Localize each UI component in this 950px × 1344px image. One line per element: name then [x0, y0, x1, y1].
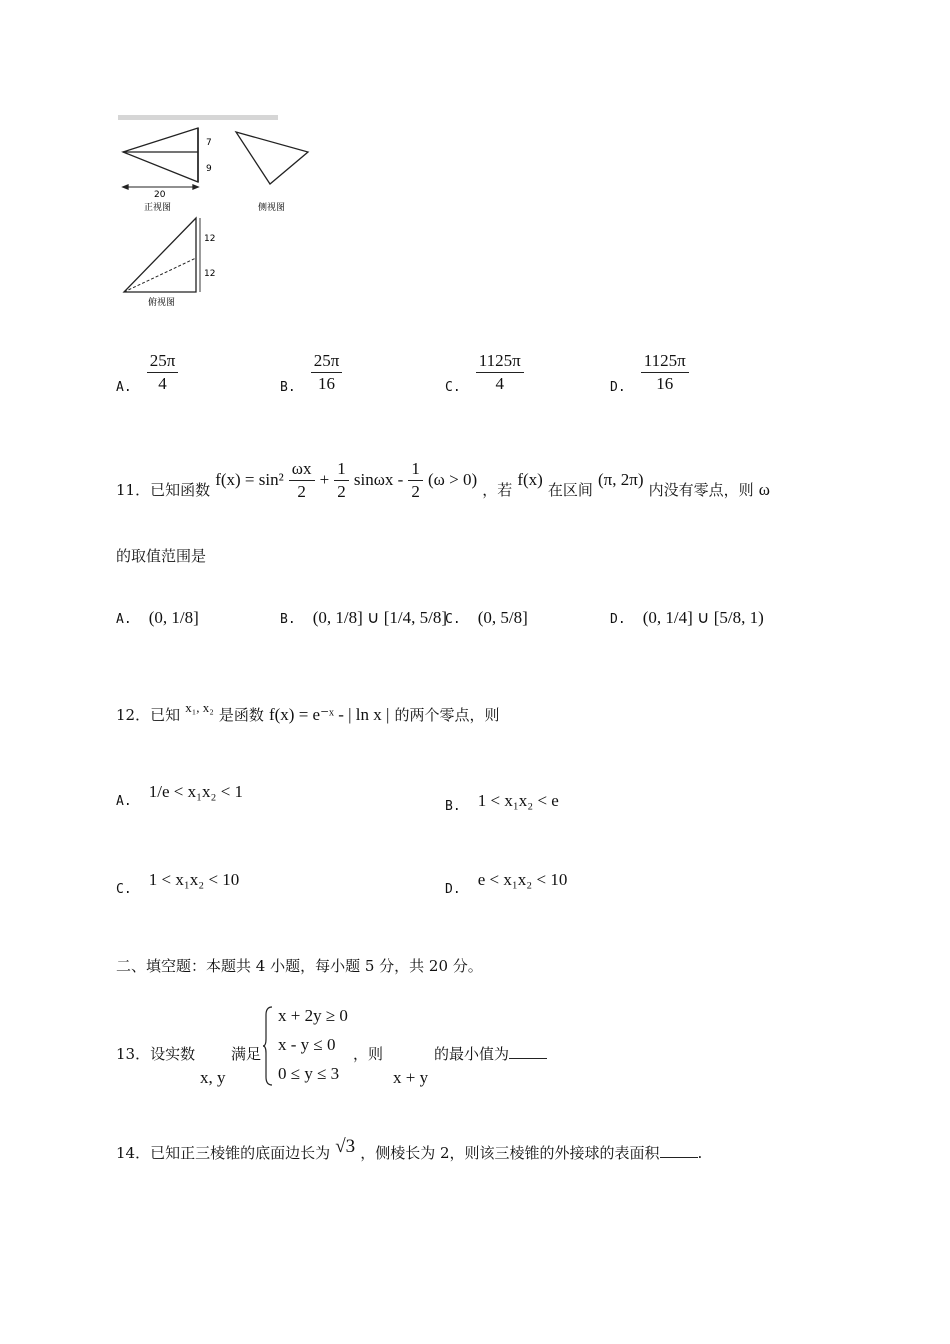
q13-text3: ，则 — [353, 1045, 384, 1063]
q11-line2: 的取值范围是 — [116, 547, 207, 565]
q11-option-b: B. (0, 1/8] ∪ [1/4, 5/8] — [280, 608, 448, 627]
q13-expr: x + y — [393, 1068, 429, 1087]
q13-number: 13．设实数 — [116, 1045, 196, 1063]
q11-interval: (π, 2π) — [598, 470, 644, 489]
q14-answer-blank[interactable] — [660, 1145, 698, 1158]
q10-c-num: 1125π — [476, 350, 524, 373]
q11-stem: 11．已知函数 f(x) = sin² $\frac{\omega x}{2}$ + $\frac{1}{2}$ sinωx - $\frac{1}{2}$ (ω > 0) ，若 f(x) 在区间 (π, 2π) 内没有零点，则 ω — [116, 459, 770, 501]
q10-d-den: 16 — [656, 374, 674, 393]
q10-a-den: 4 — [158, 374, 167, 393]
q14-stem: 14．已知正三棱锥的底面边长为 √3 ，侧棱长为 2，则该三棱锥的外接球的表面积 . — [116, 1136, 703, 1162]
front-dim-20: 20 — [154, 190, 166, 200]
q12-option-a: A. 1/e < x₁x₂ < 1 — [116, 782, 244, 809]
q10-b-den: 16 — [318, 374, 336, 393]
q13-sys2: x - y ≤ 0 — [278, 1035, 336, 1054]
front-dim-7: 7 — [206, 138, 212, 148]
q12-vars: x₁, x₂ — [185, 700, 214, 715]
q13-sys1: x + 2y ≥ 0 — [278, 1006, 348, 1025]
section-heading: 二、填空题：本题共 4 小题，每小题 5 分，共 20 分。 — [116, 957, 483, 975]
q12-stem: 12．已知 $^{x_1, x_2}$ 是函数 f(x) = e⁻ˣ - | ln x | 的两个零点，则 — [116, 700, 500, 724]
q13-brace — [262, 1005, 274, 1087]
three-view-figure — [110, 112, 330, 312]
front-view — [123, 128, 198, 189]
q13-answer-blank[interactable] — [509, 1046, 547, 1059]
top-dim-12a: 12 — [204, 234, 216, 244]
q10-option-b: $_{B.}$ $\frac{25\pi}{16}$ — [280, 350, 342, 395]
q13-sys3: 0 ≤ y ≤ 3 — [278, 1064, 340, 1083]
q11-option-c: C. (0, 5/8] — [445, 608, 528, 627]
side-view-label: 侧视图 — [258, 203, 286, 213]
q13-text2: 满足 — [231, 1045, 262, 1063]
q12-func: f(x) = e⁻ˣ - | ln x | — [268, 705, 390, 724]
q10-a-num: 25π — [147, 350, 179, 373]
q10-option-a: $_{A.}$ $\frac{25\pi}{4}$ — [116, 350, 178, 395]
top-view — [124, 218, 200, 292]
q10-b-num: 25π — [311, 350, 343, 373]
front-dim-9: 9 — [206, 164, 212, 174]
q11-number: 11．已知函数 — [116, 481, 211, 499]
q12-option-b: B. 1 < x₁x₂ < e — [445, 791, 559, 814]
q12-option-c: C. 1 < x₁x₂ < 10 — [116, 870, 240, 897]
q10-option-c: $_{C.}$ $\frac{1125\pi}{4}$ — [445, 350, 524, 395]
q10-option-d: $_{D.}$ $\frac{1125\pi}{16}$ — [610, 350, 689, 395]
q10-d-num: 1125π — [641, 350, 689, 373]
q11-option-d: D. (0, 1/4] ∪ [5/8, 1) — [610, 608, 764, 627]
q13-tail: 的最小值为 — [434, 1043, 547, 1064]
q11-func-lhs: f(x) = sin² — [215, 470, 284, 489]
front-view-label: 正视图 — [144, 203, 172, 213]
q13-vars: x, y — [200, 1068, 226, 1087]
q14-sqrt: √3 — [335, 1136, 356, 1157]
side-view — [236, 132, 308, 184]
q11-condition: (ω > 0) — [428, 470, 478, 489]
q12-option-d: D. e < x₁x₂ < 10 — [445, 870, 568, 897]
top-view-label: 俯视图 — [148, 298, 176, 308]
top-dim-12b: 12 — [204, 269, 216, 279]
q11-option-a: A. (0, 1/8] — [116, 608, 199, 627]
q10-c-den: 4 — [495, 374, 504, 393]
